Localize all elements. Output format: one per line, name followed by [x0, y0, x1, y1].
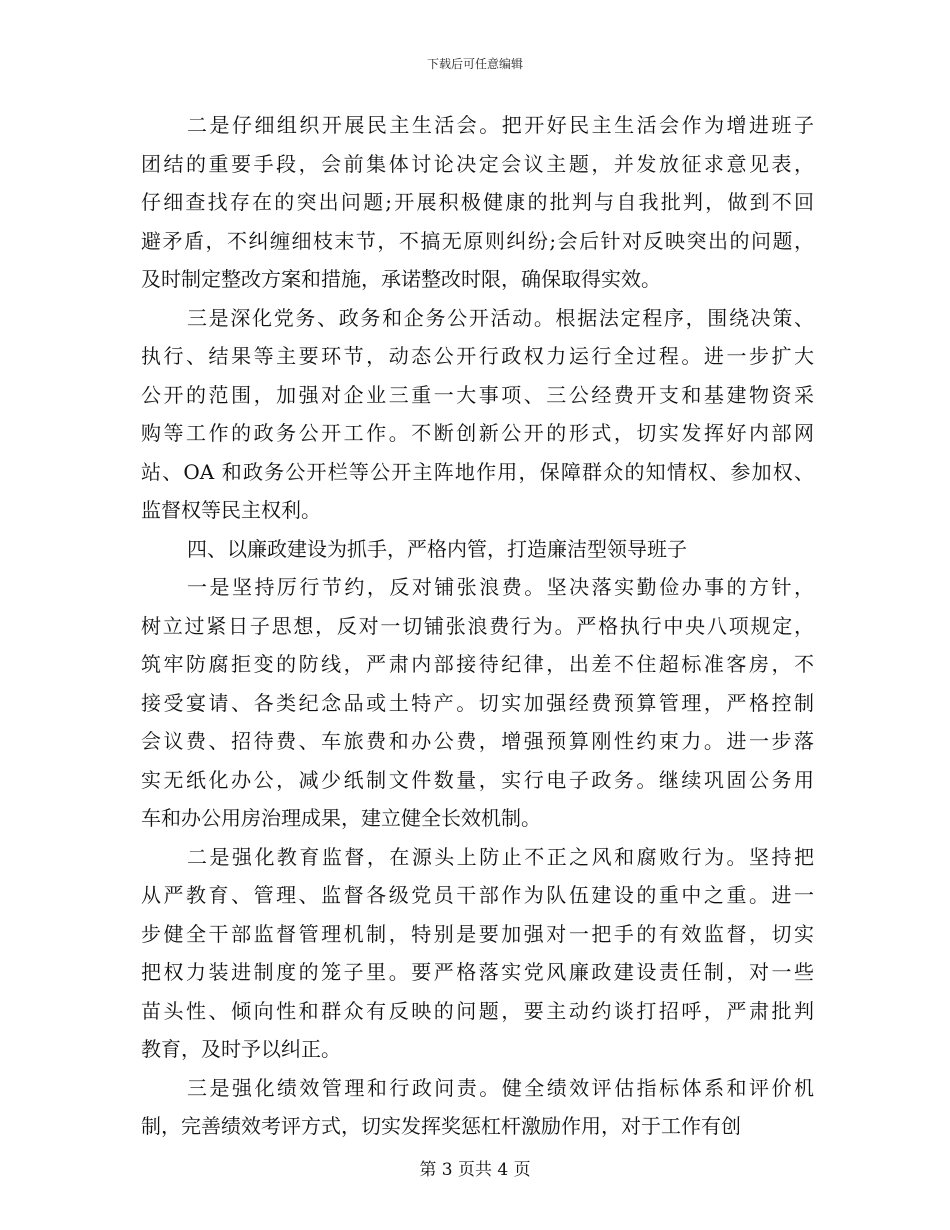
text-line: 步健全干部监督管理机制，特别是要加强对一把手的有效监督，切实 [141, 921, 814, 946]
text-line: 购等工作的政务公开工作。不断创新公开的形式，切实发挥好内部网 [141, 421, 814, 445]
text-line: 车和办公用房治理成果，建立健全长效机制。 [141, 806, 541, 830]
page-header: 下载后可任意编辑 [426, 57, 523, 71]
page-footer: 第 3 页共 4 页 [419, 1160, 531, 1180]
text-line: 会议费、招待费、车旅费和办公费，增强预算刚性约束力。进一步落 [141, 729, 814, 753]
text-line: 监督权等民主权利。 [141, 498, 321, 522]
text-line: 二是仔细组织开展民主生活会。把开好民主生活会作为增进班子 [187, 113, 814, 137]
text-line: 仔细查找存在的突出问题;开展积极健康的批判与自我批判，做到不回 [141, 190, 814, 214]
paragraph-p1 [141, 106, 814, 299]
text-line: 避矛盾，不纠缠细枝末节，不搞无原则纠纷;会后针对反映突出的问题， [141, 228, 814, 253]
text-line: 站、OA 和政务公开栏等公开主阵地作用，保障群众的知情权、参加权、 [141, 459, 814, 484]
text-line: 一是坚持厉行节约，反对铺张浪费。坚决落实勤俭办事的方针， [187, 575, 814, 599]
text-line: 教育，及时予以纠正。 [141, 1037, 341, 1061]
text-line: 树立过紧日子思想，反对一切铺张浪费行为。严格执行中央八项规定， [141, 613, 814, 638]
text-line: 把权力装进制度的笼子里。要严格落实党风廉政建设责任制，对一些 [141, 960, 814, 984]
paragraph-p5 [141, 838, 814, 1069]
document-body [141, 106, 814, 1146]
paragraph-p2 [141, 299, 814, 530]
text-line: 筑牢防腐拒变的防线，严肃内部接待纪律，出差不住超标准客房，不 [141, 652, 814, 676]
text-line: 制，完善绩效考评方式，切实发挥奖惩杠杆激励作用，对于工作有创 [141, 1114, 741, 1138]
text-line: 从严教育、管理、监督各级党员干部作为队伍建设的重中之重。进一 [141, 883, 814, 907]
text-line: 三是强化绩效管理和行政问责。健全绩效评估指标体系和评价机 [187, 1075, 814, 1100]
text-line: 苗头性、倾向性和群众有反映的问题，要主动约谈打招呼，严肃批判 [141, 998, 814, 1023]
text-line: 二是强化教育监督，在源头上防止不正之风和腐败行为。坚持把 [187, 844, 814, 869]
paragraph-p3 [141, 530, 814, 569]
text-line: 接受宴请、各类纪念品或土特产。切实加强经费预算管理，严格控制 [141, 690, 814, 715]
text-line: 实无纸化办公，减少纸制文件数量，实行电子政务。继续巩固公务用 [141, 767, 814, 792]
text-line: 四、以廉政建设为抓手，严格内管，打造廉洁型领导班子 [187, 536, 687, 561]
paragraph-p6 [141, 1069, 814, 1146]
text-line: 及时制定整改方案和措施，承诺整改时限，确保取得实效。 [141, 267, 661, 291]
text-line: 团结的重要手段，会前集体讨论决定会议主题，并发放征求意见表， [141, 151, 814, 176]
paragraph-p4 [141, 568, 814, 838]
text-line: 公开的范围，加强对企业三重一大事项、三公经费开支和基建物资采 [141, 382, 814, 407]
text-line: 三是深化党务、政务和企务公开活动。根据法定程序，围绕决策、 [187, 305, 814, 330]
text-line: 执行、结果等主要环节，动态公开行政权力运行全过程。进一步扩大 [141, 344, 814, 368]
